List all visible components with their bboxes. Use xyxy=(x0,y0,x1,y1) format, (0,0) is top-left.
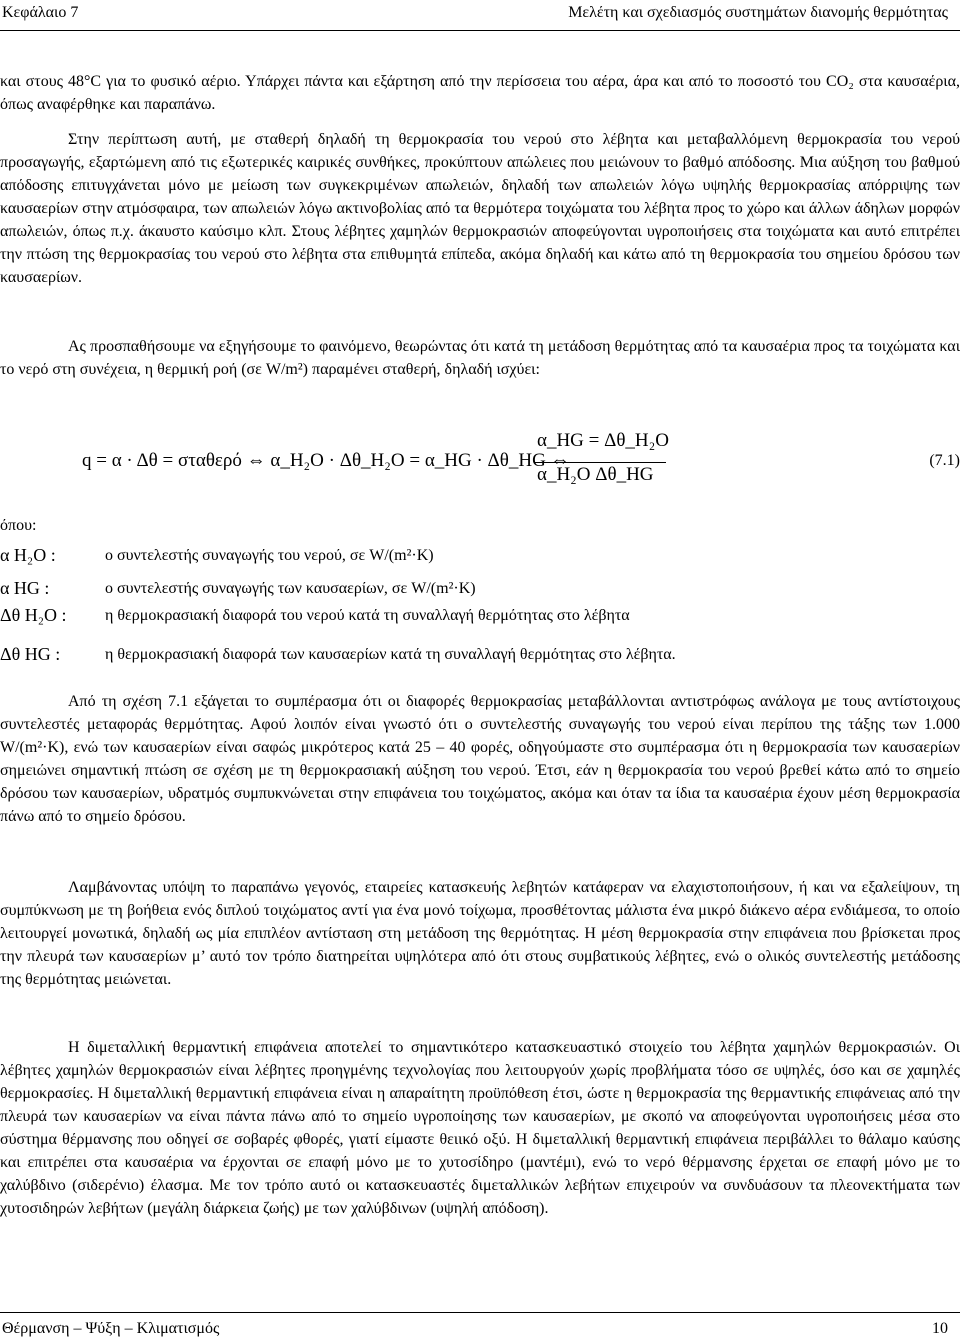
chapter-title: Μελέτη και σχεδιασμός συστημάτων διανομής θερμότητας xyxy=(568,4,948,21)
footer-title: Θέρμανση – Ψύξη – Κλιματισμός xyxy=(2,1320,220,1337)
equation-fraction-bottom: α_H₂O Δθ_HG xyxy=(537,464,654,485)
symbol-definition: ο συντελεστής συναγωγής των καυσαερίων, σε W/(m²·K) xyxy=(105,580,476,597)
symbol-definition: ο συντελεστής συναγωγής του νερού, σε W/(m²·K) xyxy=(105,547,434,564)
equation-lhs: q = α · Δθ = σταθερό ⇔ α_H₂O · Δθ_H₂O = α_HG · Δθ_HG ⇔ xyxy=(82,450,570,471)
equation-fraction-top: α_HG = Δθ_H₂O xyxy=(537,430,669,451)
equation-number: (7.1) xyxy=(929,452,960,469)
paragraph-6: Η διμεταλλική θερμαντική επιφάνεια αποτελεί το σημαντικότερο κατασκευαστικό στοιχείο του λέβητα χαμηλών θερμοκρασιών. Οι λέβητες χαμηλών θερμοκρασιών είναι λέβητες προηγμένης τεχνολογίας που λειτουργούν χωρίς προβλήματα τόσο σε υψηλές, όσο και σε χαμηλές θερμοκρασίες. Η διμεταλλική θερμαντική επιφάνεια είναι η απαραίτητη προϋπόθεση έτσι, ώστε η θερμοκρασία της θερμαντικής επιφάνειας από την πλευρά των καυσαερίων να είναι πάντα πάνω από το σημείο υγροποίησης των καυσαερίων, με σκοπό να αποφεύγονται υγροποιήσεις μέσα στο σύστημα θέρμανσης που οδηγεί σε σοβαρές φθορές, γιατί είμαστε θειικό οξύ. Η διμεταλλική θερμαντική επιφάνεια περιβάλλει το θάλαμο καύσης και επιτρέπει στα καυσαέρια να έρχονται σε επαφή μόνο με το χυτοσίδηρο (μαντέμι), ενώ το νερό θέρμανσης έρχεται σε επαφή μόνο με το χαλύβδινο (σιδερένιο) έλασμα. Με τον τρόπο αυτό οι κατασκευαστές διμεταλλικών λεβήτων επιχειρούν να συνδυάσουν τα πλεονεκτήματα των χυτοσιδηρών λεβήτων (μεγάλη διάρκεια ζωής) με των χαλύβδινων (υψηλή απόδοση). xyxy=(0,1039,960,1217)
equation-7-1 xyxy=(82,430,960,490)
symbol-definition: η θερμοκρασιακή διαφορά του νερού κατά τη συναλλαγή θερμότητας στο λέβητα xyxy=(105,607,630,624)
footer-divider xyxy=(0,1312,960,1313)
paragraph-2: Στην περίπτωση αυτή, με σταθερή δηλαδή τη θερμοκρασία του νερού στο λέβητα και μεταβαλλόμενη θερμοκρασία του νερού προσαγωγής, εξαρτώμενη από τις εξωτερικές καιρικές συνθήκες, προκύπτουν απώλειες που μειώνουν το βαθμό απόδοσης. Μια αύξηση του βαθμού απόδοσης επιτυγχάνεται μόνο με μείωση των συγκεκριμένων απωλειών, δηλαδή των απωλειών λόγω υψηλής θερμοκρασίας απόρριψης των καυσαερίων στην ατμόσφαιρα, των απωλειών λόγω ακτινοβολίας από τα θερμότερα τοιχώματα του λέβητα προς το χώρο και άλλων άδηλων μορφών απωλειών, όπως π.χ. άκαυστο καύσιμο κλπ. Στους λέβητες χαμηλών θερμοκρασιών αποφεύγονται υγροποιήσεις στα τοιχώματα και αυτό επιτρέπει την πτώση της θερμοκρασίας του νερού στο λέβητα στα επιθυμητά επίπεδα, ακόμα δηλαδή και κάτω από τη θερμοκρασία του σημείου δρόσου των καυσαερίων. xyxy=(0,131,960,286)
symbol: α HG : xyxy=(0,578,50,598)
symbol: Δθ H₂O : xyxy=(0,605,67,625)
symbol: Δθ HG : xyxy=(0,644,61,664)
page-number: 10 xyxy=(932,1320,948,1337)
where-label: όπου: xyxy=(0,517,37,534)
symbol-row xyxy=(0,605,960,631)
fraction-bar xyxy=(534,462,666,463)
header-divider xyxy=(0,30,960,31)
symbol-row xyxy=(0,644,960,670)
paragraph-5: Λαμβάνοντας υπόψη το παραπάνω γεγονός, εταιρείες κατασκευής λεβητών κατάφεραν να ελαχιστοποιήσουν, ή και να εξαλείψουν, τη συμπύκνωση με τη βοήθεια ενός διπλού τοιχώματος αντί για ένα μονό τοίχωμα, προσθέτοντας μάλιστα ένα μικρό διάκενο αέρα ενδιάμεσα, το οποίο λειτουργεί μονωτικά, δηλαδή ως μία επιπλέον αντίσταση στη μετάδοση της θερμότητας. Η μέση θερμοκρασία στην επιφάνεια που βρίσκεται προς την πλευρά των καυσαερίων μ’ αυτό τον τρόπο διατηρείται υψηλότερα από ότι στους συμβατικούς λέβητες, ενώ ο ολικός συντελεστής μετάδοσης της θερμότητας μειώνεται. xyxy=(0,879,960,988)
symbol-row xyxy=(0,578,960,604)
paragraph-3: Ας προσπαθήσουμε να εξηγήσουμε το φαινόμενο, θεωρώντας ότι κατά τη μετάδοση θερμότητας από τα καυσαέρια προς τα τοιχώματα και το νερό στη συνέχεια, η θερμική ροή (σε W/m²) παραμένει σταθερή, δηλαδή ισχύει: xyxy=(0,338,960,378)
symbol-row xyxy=(0,545,960,571)
symbol: α H₂O : xyxy=(0,545,56,565)
paragraph-4: Από τη σχέση 7.1 εξάγεται το συμπέρασμα ότι οι διαφορές θερμοκρασίας μεταβάλλονται αντιστρόφως ανάλογα με τους αντίστοιχους συντελεστές μεταφοράς θερμότητας. Αφού λοιπόν είναι γνωστό ότι ο συντελεστής συναγωγής του νερού είναι περίπου της τάξης των 1.000 W/(m²·K), ενώ των καυσαερίων είναι σαφώς μικρότερος κατά 25 – 40 φορές, οδηγούμαστε στο συμπέρασμα ότι η θερμοκρασία των καυσαερίων σημειώνει σημαντική πτώση σε σχέση με τη θερμοκρασιακή αύξηση του νερού. Έτσι, εάν η θερμοκρασία του νερού βρεθεί κάτω από το σημείο δρόσου των καυσαερίων, υδρατμός συμπυκνώνεται στην επιφάνεια του τοιχώματος, ακόμα και όταν τα ίδια τα καυσαέρια έχουν μέση θερμοκρασία πάνω από το σημείο δρόσου. xyxy=(0,693,960,825)
paragraph-1: και στους 48°C για το φυσικό αέριο. Υπάρχει πάντα και εξάρτηση από την περίσσεια του αέρα, άρα και από το ποσοστό του CO₂ στα καυσαέρια, όπως αναφέρθηκε και παραπάνω. xyxy=(0,73,960,113)
symbol-definition: η θερμοκρασιακή διαφορά των καυσαερίων κατά τη συναλλαγή θερμότητας στο λέβητα. xyxy=(105,646,676,663)
chapter-label: Κεφάλαιο 7 xyxy=(2,4,79,21)
